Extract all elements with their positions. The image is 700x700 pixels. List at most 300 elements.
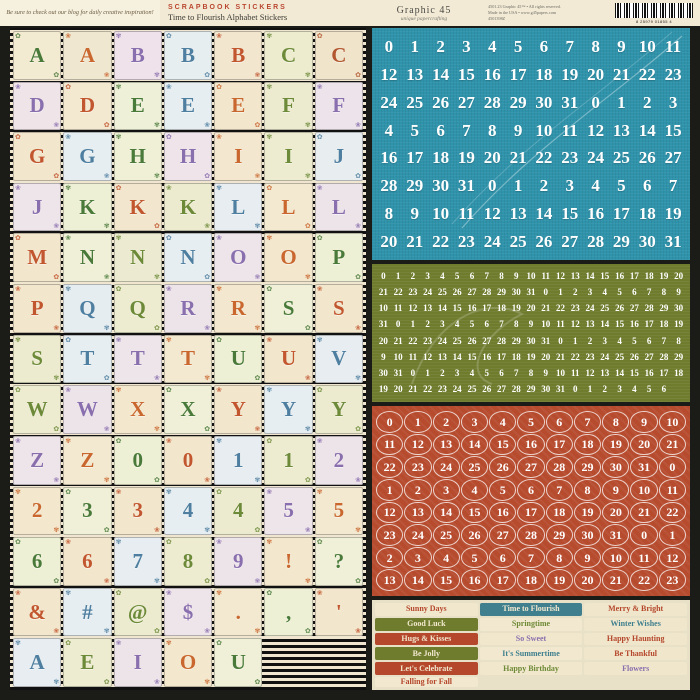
number-sticker[interactable]: 7 — [574, 411, 601, 433]
number-sticker[interactable]: 29 — [526, 384, 536, 395]
alphabet-tile[interactable] — [315, 537, 363, 586]
number-sticker[interactable]: 17 — [406, 148, 424, 168]
number-sticker[interactable]: 19 — [511, 303, 521, 314]
alphabet-tile[interactable] — [315, 385, 363, 434]
alphabet-tile[interactable] — [13, 487, 61, 536]
number-sticker[interactable]: 22 — [630, 569, 657, 591]
alphabet-tile[interactable] — [214, 233, 262, 282]
phrase-sticker[interactable]: Flowers — [584, 662, 687, 675]
number-sticker[interactable]: 17 — [659, 368, 669, 379]
number-sticker[interactable]: 5 — [617, 286, 622, 297]
number-sticker[interactable]: 9 — [617, 37, 626, 57]
number-sticker[interactable]: 23 — [659, 569, 686, 591]
number-sticker[interactable]: 27 — [561, 231, 579, 251]
number-sticker[interactable]: 27 — [457, 92, 475, 112]
number-sticker[interactable]: 13 — [509, 203, 527, 223]
number-sticker[interactable]: 20 — [378, 335, 388, 346]
phrase-sticker[interactable]: Falling for Fall — [375, 677, 478, 687]
number-sticker[interactable]: 4 — [440, 270, 445, 281]
number-sticker[interactable]: 24 — [600, 351, 610, 362]
number-sticker[interactable]: 25 — [406, 92, 424, 112]
number-sticker[interactable]: 4 — [461, 479, 488, 501]
alphabet-tile[interactable] — [264, 132, 312, 181]
number-sticker[interactable]: 30 — [638, 231, 656, 251]
number-sticker[interactable]: 10 — [556, 368, 566, 379]
number-sticker[interactable]: 24 — [423, 286, 433, 297]
number-sticker[interactable]: 21 — [509, 148, 527, 168]
number-sticker[interactable]: 19 — [561, 65, 579, 85]
number-sticker[interactable]: 30 — [574, 524, 601, 546]
number-sticker[interactable]: 31 — [541, 335, 551, 346]
number-sticker[interactable]: 13 — [585, 319, 595, 330]
number-sticker[interactable]: 9 — [543, 368, 548, 379]
alphabet-tile[interactable] — [114, 233, 162, 282]
number-sticker[interactable]: 27 — [496, 384, 506, 395]
number-sticker[interactable]: 12 — [587, 120, 605, 140]
number-sticker[interactable]: 10 — [602, 547, 629, 569]
number-sticker[interactable]: 18 — [496, 303, 506, 314]
number-sticker[interactable]: 6 — [646, 335, 652, 346]
number-sticker[interactable]: 28 — [546, 456, 573, 478]
number-sticker[interactable]: 15 — [461, 502, 488, 524]
number-sticker[interactable]: 21 — [612, 65, 630, 85]
number-sticker[interactable]: 31 — [561, 92, 579, 112]
number-sticker[interactable]: 16 — [380, 148, 398, 168]
number-sticker[interactable]: 10 — [393, 351, 403, 362]
alphabet-tile[interactable] — [114, 537, 162, 586]
number-sticker[interactable]: 22 — [432, 231, 450, 251]
alphabet-tile[interactable] — [63, 82, 111, 131]
phrase-sticker[interactable]: Winter Wishes — [584, 618, 687, 631]
number-sticker[interactable]: 11 — [408, 351, 418, 362]
number-sticker[interactable]: 14 — [461, 434, 488, 456]
number-sticker[interactable]: 23 — [376, 524, 403, 546]
number-sticker[interactable]: 24 — [380, 92, 398, 112]
number-sticker[interactable]: 15 — [664, 120, 682, 140]
number-sticker[interactable]: 30 — [432, 176, 450, 196]
number-sticker[interactable]: 3 — [668, 92, 678, 112]
number-sticker[interactable]: 21 — [556, 351, 566, 362]
number-sticker[interactable]: 15 — [467, 351, 477, 362]
phrase-sticker[interactable]: Be Thankful — [584, 647, 687, 660]
number-sticker[interactable]: 15 — [489, 434, 516, 456]
number-sticker[interactable]: 1 — [395, 270, 401, 281]
number-sticker[interactable]: 6 — [469, 270, 475, 281]
alphabet-tile[interactable] — [315, 132, 363, 181]
number-sticker[interactable]: 11 — [571, 368, 580, 379]
number-sticker[interactable]: 5 — [461, 547, 488, 569]
number-sticker[interactable]: 13 — [570, 270, 580, 281]
number-sticker[interactable]: 23 — [437, 384, 447, 395]
number-sticker[interactable]: 26 — [461, 524, 488, 546]
number-sticker[interactable]: 2 — [642, 92, 652, 112]
number-sticker[interactable]: 2 — [440, 368, 445, 379]
number-sticker[interactable]: 5 — [489, 479, 516, 501]
alphabet-tile[interactable] — [114, 132, 162, 181]
alphabet-tile[interactable] — [63, 284, 111, 333]
number-sticker[interactable]: 12 — [556, 270, 566, 281]
number-sticker[interactable]: 30 — [526, 335, 536, 346]
number-sticker[interactable]: 24 — [452, 384, 462, 395]
number-sticker[interactable]: 26 — [535, 231, 553, 251]
number-sticker[interactable]: 19 — [674, 319, 684, 330]
alphabet-tile[interactable] — [164, 284, 212, 333]
number-sticker[interactable]: 0 — [410, 368, 416, 379]
number-sticker[interactable]: 21 — [408, 384, 418, 395]
number-sticker[interactable]: 21 — [630, 502, 657, 524]
number-sticker[interactable]: 3 — [440, 319, 445, 330]
alphabet-tile[interactable] — [63, 638, 111, 687]
number-sticker[interactable]: 15 — [457, 65, 475, 85]
number-sticker[interactable]: 21 — [393, 335, 403, 346]
number-sticker[interactable]: 5 — [513, 37, 523, 57]
number-sticker[interactable]: 1 — [425, 368, 430, 379]
alphabet-tile[interactable] — [63, 31, 111, 80]
number-sticker[interactable]: 3 — [587, 286, 593, 297]
alphabet-tile[interactable] — [63, 487, 111, 536]
number-sticker[interactable]: 25 — [612, 148, 630, 168]
number-sticker[interactable]: 29 — [496, 286, 506, 297]
number-sticker[interactable]: 17 — [482, 303, 492, 314]
alphabet-tile[interactable] — [214, 132, 262, 181]
number-sticker[interactable]: 2 — [602, 384, 608, 395]
number-sticker[interactable]: 23 — [423, 335, 433, 346]
number-sticker[interactable]: 22 — [638, 65, 656, 85]
number-sticker[interactable]: 18 — [546, 502, 573, 524]
number-sticker[interactable]: 18 — [644, 270, 654, 281]
number-sticker[interactable]: 7 — [499, 319, 504, 330]
alphabet-tile[interactable] — [315, 183, 363, 232]
alphabet-tile[interactable] — [13, 183, 61, 232]
alphabet-tile[interactable] — [164, 233, 212, 282]
number-sticker[interactable]: 21 — [541, 303, 551, 314]
alphabet-tile[interactable] — [315, 284, 363, 333]
number-sticker[interactable]: 2 — [404, 479, 431, 501]
number-sticker[interactable]: 12 — [585, 368, 595, 379]
number-sticker[interactable]: 5 — [484, 368, 489, 379]
number-sticker[interactable]: 3 — [462, 37, 471, 57]
alphabet-tile[interactable] — [214, 588, 262, 637]
alphabet-tile[interactable] — [264, 335, 312, 384]
number-sticker[interactable]: 1 — [617, 92, 626, 112]
number-sticker[interactable]: 23 — [664, 65, 682, 85]
number-sticker[interactable]: 0 — [543, 286, 548, 297]
number-sticker[interactable]: 9 — [574, 547, 601, 569]
number-sticker[interactable]: 15 — [615, 319, 625, 330]
number-sticker[interactable]: 6 — [436, 120, 445, 140]
number-sticker[interactable]: 14 — [600, 319, 610, 330]
number-sticker[interactable]: 9 — [513, 120, 523, 140]
alphabet-tile[interactable] — [63, 537, 111, 586]
alphabet-tile[interactable] — [114, 638, 162, 687]
number-sticker[interactable]: 2 — [539, 176, 549, 196]
number-sticker[interactable]: 16 — [467, 303, 477, 314]
number-sticker[interactable]: 18 — [638, 203, 656, 223]
number-sticker[interactable]: 10 — [526, 270, 536, 281]
number-sticker[interactable]: 28 — [496, 335, 506, 346]
number-sticker[interactable]: 16 — [461, 569, 488, 591]
alphabet-tile[interactable] — [114, 31, 162, 80]
number-sticker[interactable]: 16 — [587, 203, 605, 223]
number-sticker[interactable]: 16 — [482, 351, 492, 362]
number-sticker[interactable]: 10 — [541, 319, 551, 330]
alphabet-tile[interactable] — [214, 487, 262, 536]
number-sticker[interactable]: 23 — [585, 351, 595, 362]
number-sticker[interactable]: 2 — [587, 335, 593, 346]
number-sticker[interactable]: 8 — [487, 120, 497, 140]
number-sticker[interactable]: 5 — [646, 384, 652, 395]
number-sticker[interactable]: 16 — [517, 434, 544, 456]
number-sticker[interactable]: 7 — [513, 368, 519, 379]
number-sticker[interactable]: 12 — [376, 502, 403, 524]
alphabet-tile[interactable] — [63, 588, 111, 637]
number-sticker[interactable]: 22 — [570, 351, 580, 362]
alphabet-tile[interactable] — [315, 335, 363, 384]
number-sticker[interactable]: 28 — [659, 351, 669, 362]
number-sticker[interactable]: 9 — [410, 203, 419, 223]
number-sticker[interactable]: 17 — [509, 65, 527, 85]
alphabet-tile[interactable] — [13, 335, 61, 384]
number-sticker[interactable]: 19 — [664, 203, 682, 223]
number-sticker[interactable]: 30 — [541, 384, 551, 395]
number-sticker[interactable]: 31 — [378, 319, 388, 330]
number-sticker[interactable]: 24 — [404, 524, 431, 546]
number-sticker[interactable]: 19 — [602, 434, 629, 456]
number-sticker[interactable]: 4 — [433, 547, 460, 569]
number-sticker[interactable]: 0 — [630, 524, 657, 546]
alphabet-tile[interactable] — [315, 436, 363, 485]
number-sticker[interactable]: 0 — [558, 335, 563, 346]
number-sticker[interactable]: 9 — [513, 270, 519, 281]
alphabet-tile[interactable] — [63, 436, 111, 485]
number-sticker[interactable]: 11 — [556, 319, 565, 330]
alphabet-tile[interactable] — [164, 385, 212, 434]
number-sticker[interactable]: 10 — [659, 411, 686, 433]
number-sticker[interactable]: 2 — [425, 319, 430, 330]
number-sticker[interactable]: 11 — [458, 203, 475, 223]
alphabet-tile[interactable] — [13, 132, 61, 181]
number-sticker[interactable]: 3 — [425, 270, 430, 281]
phrase-sticker[interactable]: Happy Birthday — [480, 662, 583, 675]
number-sticker[interactable]: 18 — [574, 434, 601, 456]
number-sticker[interactable]: 3 — [602, 335, 608, 346]
number-sticker[interactable]: 6 — [661, 384, 667, 395]
alphabet-tile[interactable] — [63, 132, 111, 181]
number-sticker[interactable]: 29 — [509, 92, 527, 112]
number-sticker[interactable]: 16 — [644, 368, 654, 379]
alphabet-tile[interactable] — [114, 82, 162, 131]
number-sticker[interactable]: 24 — [585, 303, 595, 314]
alphabet-tile[interactable] — [164, 588, 212, 637]
number-sticker[interactable]: 28 — [380, 176, 398, 196]
number-sticker[interactable]: 26 — [482, 384, 492, 395]
number-sticker[interactable]: 2 — [436, 37, 445, 57]
alphabet-tile[interactable] — [164, 82, 212, 131]
alphabet-tile[interactable] — [13, 537, 61, 586]
number-sticker[interactable]: 13 — [376, 569, 403, 591]
alphabet-tile[interactable] — [264, 385, 312, 434]
number-sticker[interactable]: 10 — [432, 203, 450, 223]
number-sticker[interactable]: 4 — [384, 120, 394, 140]
number-sticker[interactable]: 18 — [432, 148, 450, 168]
number-sticker[interactable]: 9 — [602, 479, 629, 501]
number-sticker[interactable]: 6 — [517, 479, 544, 501]
number-sticker[interactable]: 1 — [558, 286, 563, 297]
number-sticker[interactable]: 13 — [423, 303, 433, 314]
number-sticker[interactable]: 25 — [467, 384, 477, 395]
number-sticker[interactable]: 14 — [638, 120, 656, 140]
number-sticker[interactable]: 19 — [659, 270, 669, 281]
number-sticker[interactable]: 20 — [602, 502, 629, 524]
number-sticker[interactable]: 27 — [489, 524, 516, 546]
alphabet-tile[interactable] — [214, 31, 262, 80]
number-sticker[interactable]: 25 — [615, 351, 625, 362]
number-sticker[interactable]: 3 — [617, 384, 622, 395]
number-sticker[interactable]: 10 — [630, 479, 657, 501]
number-sticker[interactable]: 24 — [587, 148, 605, 168]
number-sticker[interactable]: 13 — [437, 351, 447, 362]
number-sticker[interactable]: 27 — [644, 351, 654, 362]
number-sticker[interactable]: 1 — [573, 335, 578, 346]
alphabet-tile[interactable] — [164, 487, 212, 536]
phrase-sticker[interactable]: Be Jolly — [375, 647, 478, 660]
number-sticker[interactable]: 18 — [511, 351, 521, 362]
number-sticker[interactable]: 3 — [461, 411, 488, 433]
alphabet-tile[interactable] — [114, 385, 162, 434]
number-sticker[interactable]: 12 — [423, 351, 433, 362]
number-sticker[interactable]: 11 — [659, 479, 686, 501]
alphabet-tile[interactable] — [164, 132, 212, 181]
phrase-sticker[interactable]: Happy Haunting — [584, 633, 687, 646]
number-sticker[interactable]: 18 — [517, 569, 544, 591]
number-sticker[interactable]: 28 — [517, 524, 544, 546]
number-sticker[interactable]: 18 — [674, 368, 684, 379]
number-sticker[interactable]: 12 — [570, 319, 580, 330]
number-sticker[interactable]: 25 — [452, 335, 462, 346]
alphabet-tile[interactable] — [13, 436, 61, 485]
number-sticker[interactable]: 11 — [393, 303, 403, 314]
number-sticker[interactable]: 31 — [630, 456, 657, 478]
number-sticker[interactable]: 4 — [454, 319, 460, 330]
number-sticker[interactable]: 0 — [384, 37, 394, 57]
number-sticker[interactable]: 16 — [489, 502, 516, 524]
number-sticker[interactable]: 31 — [526, 286, 536, 297]
alphabet-tile[interactable] — [264, 487, 312, 536]
number-sticker[interactable]: 31 — [457, 176, 475, 196]
alphabet-tile[interactable] — [114, 487, 162, 536]
number-sticker[interactable]: 4 — [469, 368, 475, 379]
alphabet-tile[interactable] — [214, 335, 262, 384]
number-sticker[interactable]: 20 — [483, 148, 501, 168]
number-sticker[interactable]: 22 — [423, 384, 433, 395]
number-sticker[interactable]: 8 — [676, 335, 681, 346]
number-sticker[interactable]: 25 — [433, 524, 460, 546]
number-sticker[interactable]: 0 — [591, 92, 600, 112]
number-sticker[interactable]: 12 — [404, 434, 431, 456]
number-sticker[interactable]: 7 — [546, 479, 573, 501]
number-sticker[interactable]: 26 — [452, 286, 462, 297]
number-sticker[interactable]: 23 — [408, 286, 418, 297]
number-sticker[interactable]: 7 — [517, 547, 544, 569]
number-sticker[interactable]: 4 — [602, 286, 608, 297]
alphabet-tile[interactable] — [164, 335, 212, 384]
number-sticker[interactable]: 20 — [541, 351, 551, 362]
number-sticker[interactable]: 13 — [433, 434, 460, 456]
number-sticker[interactable]: 10 — [378, 303, 388, 314]
alphabet-tile[interactable] — [214, 537, 262, 586]
number-sticker[interactable]: 29 — [546, 524, 573, 546]
number-sticker[interactable]: 2 — [376, 547, 403, 569]
number-sticker[interactable]: 9 — [630, 411, 657, 433]
number-sticker[interactable]: 30 — [511, 286, 521, 297]
number-sticker[interactable]: 1 — [513, 176, 523, 196]
number-sticker[interactable]: 3 — [404, 547, 431, 569]
number-sticker[interactable]: 29 — [406, 176, 424, 196]
alphabet-tile[interactable] — [114, 588, 162, 637]
number-sticker[interactable]: 16 — [615, 270, 625, 281]
number-sticker[interactable]: 8 — [661, 286, 667, 297]
number-sticker[interactable]: 1 — [587, 384, 593, 395]
phrase-sticker[interactable]: Hugs & Kisses — [375, 633, 478, 646]
number-sticker[interactable]: 14 — [432, 65, 450, 85]
number-sticker[interactable]: 28 — [511, 384, 521, 395]
alphabet-tile[interactable] — [13, 638, 61, 687]
number-sticker[interactable]: 20 — [393, 384, 403, 395]
number-sticker[interactable]: 5 — [632, 335, 637, 346]
alphabet-tile[interactable] — [214, 436, 262, 485]
alphabet-tile[interactable] — [214, 385, 262, 434]
number-sticker[interactable]: 21 — [659, 434, 686, 456]
number-sticker[interactable]: 20 — [630, 434, 657, 456]
alphabet-tile[interactable] — [13, 284, 61, 333]
number-sticker[interactable]: 5 — [469, 319, 475, 330]
phrase-sticker[interactable]: Time to Flourish — [480, 603, 583, 616]
number-sticker[interactable]: 11 — [665, 37, 682, 57]
number-sticker[interactable]: 29 — [574, 456, 601, 478]
number-sticker[interactable]: 19 — [546, 569, 573, 591]
number-sticker[interactable]: 5 — [454, 270, 460, 281]
number-sticker[interactable]: 14 — [452, 351, 462, 362]
number-sticker[interactable]: 31 — [664, 231, 682, 251]
number-sticker[interactable]: 30 — [602, 456, 629, 478]
number-sticker[interactable]: 16 — [629, 319, 639, 330]
number-sticker[interactable]: 14 — [585, 270, 595, 281]
number-sticker[interactable]: 23 — [404, 456, 431, 478]
alphabet-tile[interactable] — [164, 436, 212, 485]
number-sticker[interactable]: 20 — [526, 303, 536, 314]
number-sticker[interactable]: 25 — [461, 456, 488, 478]
number-sticker[interactable]: 27 — [517, 456, 544, 478]
alphabet-tile[interactable] — [164, 31, 212, 80]
number-sticker[interactable]: 9 — [528, 319, 534, 330]
number-sticker[interactable]: 15 — [600, 270, 610, 281]
alphabet-tile[interactable] — [214, 638, 262, 687]
number-sticker[interactable]: 31 — [556, 384, 566, 395]
number-sticker[interactable]: 3 — [454, 368, 460, 379]
alphabet-tile[interactable] — [315, 487, 363, 536]
number-sticker[interactable]: 7 — [646, 286, 652, 297]
alphabet-tile[interactable] — [315, 588, 363, 637]
number-sticker[interactable]: 28 — [482, 286, 492, 297]
number-sticker[interactable]: 20 — [574, 569, 601, 591]
number-sticker[interactable]: 13 — [404, 502, 431, 524]
alphabet-tile[interactable] — [264, 284, 312, 333]
number-sticker[interactable]: 19 — [457, 148, 475, 168]
number-sticker[interactable]: 1 — [659, 524, 686, 546]
number-sticker[interactable]: 19 — [574, 502, 601, 524]
alphabet-tile[interactable] — [264, 537, 312, 586]
number-sticker[interactable]: 14 — [535, 203, 553, 223]
